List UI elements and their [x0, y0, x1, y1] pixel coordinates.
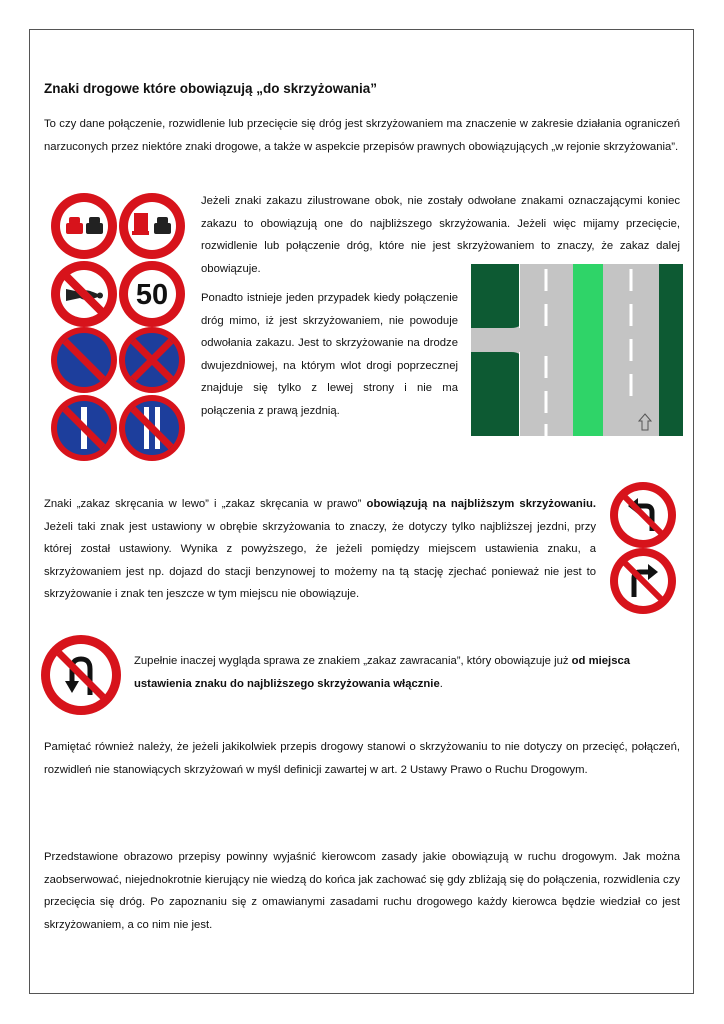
no-left-turn-sign-icon — [610, 482, 676, 548]
turn-signs-paragraph: Znaki „zakaz skręcania w lewo” i „zakaz skręcania w prawo” obowiązują na najbliższym skrzyżowaniu. Jeżeli taki znak jest ustawiony w obrębie skrzyżowania to znaczy, że dotyczy tylko najbliższej jezdni, przy której został ustawiony. Wynika z powyższego, że jeżeli pomiędzy miejscem ustawienia znaku, a skrzyżowaniem jest np. dojazd do stacji benzynowej to możemy na tą stację zjechać ponieważ nie jest to skrzyżowanie i znak ten jeszcze w tym miejscu nie obowiązuje. — [44, 498, 597, 601]
intersection-definition-paragraph: Pamiętać również należy, że jeżeli jakikolwiek przepis drogowy stanowi o skrzyżowaniu to nie dotyczy on przecięć, połączeń, rozwidleń nie stanowiących skrzyżowań w myśl definicji zawartej w art. 2 Ustawy Prawo o Ruchu Drogowym. — [44, 741, 680, 776]
page-title: Znaki drogowe które obowiązują „do skrzyżowania” — [44, 81, 378, 96]
dual-carriageway-paragraph: Ponadto istnieje jeden przypadek kiedy połączenie dróg mimo, iż jest skrzyżowaniem, nie powoduje odwołania zakazu. Jest to skrzyżowanie na drodze dwujezdniowej, na którym wlot drogi poprzecznej znajduje się tylko z lewej strony i nie ma połączenia z prawą jezdnią. — [201, 292, 458, 417]
no-parking-even-days-sign-icon — [119, 395, 185, 461]
no-parking-sign-icon — [119, 327, 185, 393]
no-overtaking-sign-icon — [51, 193, 117, 259]
u-turn-paragraph: Zupełnie inaczej wygląda sprawa ze znakiem „zakaz zawracania”, który obowiązuje już od miejsca ustawienia znaku do najbliższego skrzyżowania włącznie. — [134, 655, 631, 690]
turn-prohibition-signs — [608, 480, 678, 616]
no-stopping-sign-icon — [51, 327, 117, 393]
signs-explanation-paragraph: Jeżeli znaki zakazu zilustrowane obok, nie zostały odwołane znakami oznaczającymi koniec zakazu to obowiązują one do najbliższego skrzyżowania. Jeżeli więc mijamy przecięcie, rozwidlenie lub połączenie dróg, które nie jest skrzyżowaniem to znaczy, że zakaz dalej obowiązuje. — [201, 195, 680, 275]
prohibition-signs-grid — [48, 190, 188, 462]
no-horn-sign-icon — [51, 261, 117, 327]
svg-text:50: 50 — [135, 279, 169, 311]
intro-paragraph: To czy dane połączenie, rozwidlenie lub przecięcie się dróg jest skrzyżowaniem ma znaczenie w zakresie działania ograniczeń narzuconych przez niektóre znaki drogowe, a także w aspekcie przepisów prawnych obowiązujących „w rejonie skrzyżowania”. — [44, 118, 680, 153]
summary-paragraph: Przedstawione obrazowo przepisy powinny wyjaśnić kierowcom zasady jakie obowiązują w ruchu drogowym. Jak można zaobserwować, niejednokrotnie kierujący nie wiedzą do końca jak zachować się gdy zbliżają się do połączenia, rozwidlenia czy przecięcia się dróg. Po zapoznaniu się z omawianymi zasadami ruchu drogowego każdy kierowca będzie wiedział co jest skrzyżowaniem, a co nim nie jest. — [44, 851, 680, 931]
speed-limit-sign-icon — [119, 261, 185, 327]
no-u-turn-sign-icon — [40, 634, 122, 716]
no-right-turn-sign-icon — [610, 548, 676, 614]
no-overtaking-trucks-sign-icon — [119, 193, 185, 259]
no-parking-odd-days-sign-icon — [51, 395, 117, 461]
dual-carriageway-junction-diagram-icon — [471, 264, 683, 436]
